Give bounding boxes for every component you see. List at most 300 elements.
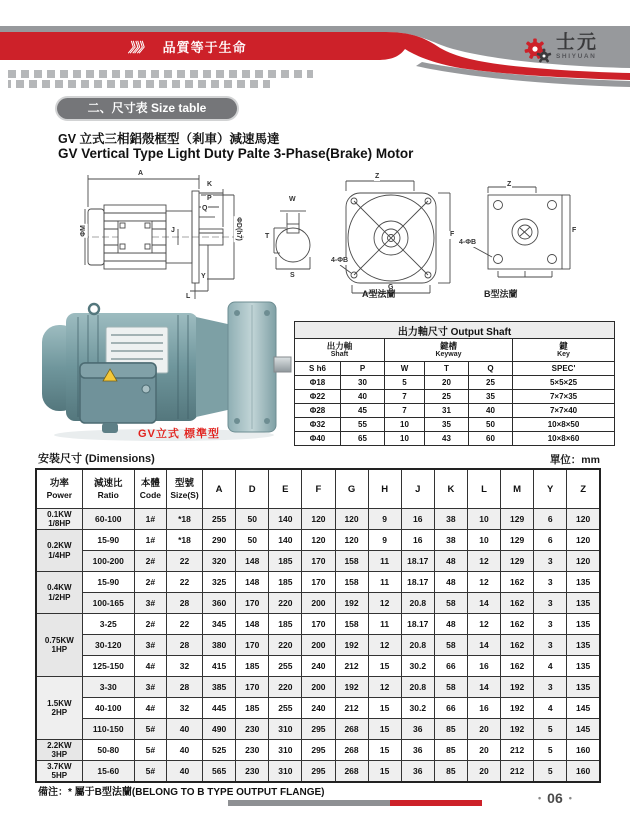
product-photo (36, 297, 292, 445)
size-cell: 11 (368, 572, 401, 593)
ost-cell: 65 (341, 432, 385, 446)
size-cell: 129 (501, 530, 534, 551)
ost-cell: Φ18 (295, 376, 341, 390)
power-cell: 0.4KW 1/2HP (36, 572, 82, 614)
size-cell: 220 (269, 593, 302, 614)
ost-cell: 10×8×50 (513, 418, 615, 432)
ost-row (295, 432, 615, 446)
size-cell: 120 (567, 530, 600, 551)
size-cell: 50-80 (82, 740, 134, 761)
size-col-header: A (203, 469, 236, 509)
output-shaft-table (294, 321, 615, 446)
size-cell: 268 (335, 761, 368, 783)
ost-cell: 7×7×40 (513, 404, 615, 418)
size-cell: 5 (534, 740, 567, 761)
size-cell: 212 (335, 698, 368, 719)
ost-cell: 35 (469, 390, 513, 404)
dim-label: J (171, 227, 175, 234)
size-cell: 4 (534, 698, 567, 719)
size-col-header: F (302, 469, 335, 509)
ost-cell: 5 (385, 376, 425, 390)
ost-col-header: Q (469, 362, 513, 376)
size-table (35, 468, 601, 783)
size-cell: 162 (501, 635, 534, 656)
size-cell: 38 (434, 509, 467, 530)
size-cell: 240 (302, 698, 335, 719)
size-cell: 15-90 (82, 530, 134, 551)
power-cell: 0.2KW 1/4HP (36, 530, 82, 572)
size-cell: 12 (467, 614, 500, 635)
size-col-header: 型號 Size(S) (166, 469, 202, 509)
page-number (538, 790, 572, 806)
size-cell: 15 (368, 656, 401, 677)
size-cell: *18 (166, 530, 202, 551)
size-cell: 12 (368, 593, 401, 614)
size-cell: 162 (501, 656, 534, 677)
size-cell: 148 (236, 572, 269, 593)
size-cell: 125-150 (82, 656, 134, 677)
size-cell: 240 (302, 656, 335, 677)
ost-cell: 50 (469, 418, 513, 432)
size-cell: 200 (302, 677, 335, 698)
ost-cell: 40 (469, 404, 513, 418)
size-cell: 15 (368, 719, 401, 740)
logo-subtitle: SHIYUAN (556, 53, 597, 60)
drawing-flange-a (332, 173, 458, 299)
size-cell: 5# (134, 761, 166, 783)
size-cell: 20.8 (401, 635, 434, 656)
size-cell: 148 (236, 551, 269, 572)
size-cell: 170 (236, 635, 269, 656)
size-cell: 140 (269, 509, 302, 530)
size-col-header: D (236, 469, 269, 509)
power-cell: 0.1KW 1/8HP (36, 509, 82, 530)
size-cell: 12 (467, 572, 500, 593)
size-cell: 5# (134, 719, 166, 740)
ost-cell: 7×7×35 (513, 390, 615, 404)
size-cell: 66 (434, 698, 467, 719)
ost-group-header: 出力軸 Shaft (295, 339, 385, 362)
size-cell: 20.8 (401, 593, 434, 614)
size-table-row (36, 740, 600, 761)
size-table-row (36, 677, 600, 698)
size-cell: 16 (401, 509, 434, 530)
size-cell: 3 (534, 614, 567, 635)
size-cell: 162 (501, 614, 534, 635)
flange-a-caption: A型法蘭 (362, 289, 396, 299)
size-cell: 5# (134, 740, 166, 761)
size-cell: 255 (269, 656, 302, 677)
size-cell: 40 (166, 740, 202, 761)
power-cell: 0.75KW 1HP (36, 614, 82, 677)
ost-group-header: 鍵槽 Keyway (385, 339, 513, 362)
size-cell: 120 (302, 509, 335, 530)
size-cell: 28 (166, 635, 202, 656)
size-cell: 16 (467, 698, 500, 719)
ost-row (295, 418, 615, 432)
size-cell: 310 (269, 740, 302, 761)
size-cell: 15 (368, 698, 401, 719)
dim-label: F (572, 227, 577, 234)
dimensions-heading: 安裝尺寸 (Dimensions) (38, 453, 155, 465)
size-cell: 1# (134, 509, 166, 530)
size-cell: 4# (134, 698, 166, 719)
size-col-header: 功率 Power (36, 469, 82, 509)
size-cell: 380 (203, 635, 236, 656)
size-cell: 230 (236, 719, 269, 740)
size-cell: 162 (501, 593, 534, 614)
top-banner (128, 37, 247, 56)
size-cell: 6 (534, 530, 567, 551)
size-cell: 5 (534, 761, 567, 783)
size-cell: 255 (203, 509, 236, 530)
dim-label: K (207, 181, 213, 188)
size-cell: 212 (501, 761, 534, 783)
size-cell: 120 (567, 551, 600, 572)
size-cell: 200 (302, 593, 335, 614)
ost-col-header: P (341, 362, 385, 376)
ost-cell: Φ40 (295, 432, 341, 446)
size-cell: 135 (567, 656, 600, 677)
size-cell: 30-120 (82, 635, 134, 656)
size-cell: 36 (401, 719, 434, 740)
size-table-row (36, 572, 600, 593)
drawing-flange-b (458, 181, 584, 285)
size-cell: 2# (134, 551, 166, 572)
size-cell: 40-100 (82, 698, 134, 719)
size-cell: 158 (335, 551, 368, 572)
ost-cell: 60 (469, 432, 513, 446)
size-cell: 16 (467, 656, 500, 677)
size-cell: 6 (534, 509, 567, 530)
dim-label: F (450, 231, 455, 238)
ost-cell: Φ28 (295, 404, 341, 418)
size-cell: 120 (302, 530, 335, 551)
power-cell: 1.5KW 2HP (36, 677, 82, 740)
dim-label: S (290, 272, 295, 279)
size-cell: 30.2 (401, 698, 434, 719)
size-cell: 490 (203, 719, 236, 740)
page-number-value: 06 (547, 790, 563, 806)
size-cell: 18.17 (401, 614, 434, 635)
size-cell: 212 (501, 740, 534, 761)
size-table-row (36, 719, 600, 740)
size-cell: 58 (434, 677, 467, 698)
unit-label: 單位：mm (549, 454, 600, 466)
size-cell: 148 (236, 614, 269, 635)
size-cell: 185 (269, 614, 302, 635)
size-cell: 192 (501, 719, 534, 740)
size-cell: 20 (467, 719, 500, 740)
size-cell: 15 (368, 740, 401, 761)
size-cell: 14 (467, 593, 500, 614)
ost-row (295, 404, 615, 418)
size-cell: 3# (134, 593, 166, 614)
size-cell: 212 (335, 656, 368, 677)
size-cell: 11 (368, 551, 401, 572)
dim-label: Z (507, 181, 512, 188)
size-cell: 325 (203, 572, 236, 593)
size-cell: 58 (434, 593, 467, 614)
dim-label: W (289, 196, 296, 203)
size-cell: 120 (567, 509, 600, 530)
ost-cell: 10 (385, 418, 425, 432)
banner-arrows-icon: 》》》 (128, 40, 149, 55)
size-cell: 129 (501, 509, 534, 530)
size-cell: 18.17 (401, 572, 434, 593)
size-cell: 5 (534, 719, 567, 740)
size-cell: 14 (467, 635, 500, 656)
size-cell: 22 (166, 572, 202, 593)
size-cell: *18 (166, 509, 202, 530)
size-table-row (36, 593, 600, 614)
drawing-shaft-section (262, 191, 324, 287)
size-table-row (36, 698, 600, 719)
size-cell: 20.8 (401, 677, 434, 698)
size-cell: 135 (567, 635, 600, 656)
power-cell: 3.7KW 5HP (36, 761, 82, 783)
ost-group-header: 鍵 Key (513, 339, 615, 362)
size-cell: 192 (335, 593, 368, 614)
size-cell: 220 (269, 677, 302, 698)
dim-label: G (388, 284, 394, 291)
ost-cell: Φ32 (295, 418, 341, 432)
size-cell: 40 (166, 719, 202, 740)
size-cell: 345 (203, 614, 236, 635)
size-cell: 48 (434, 572, 467, 593)
ost-cell: 40 (341, 390, 385, 404)
ost-row (295, 376, 615, 390)
size-cell: 525 (203, 740, 236, 761)
size-cell: 565 (203, 761, 236, 783)
ost-cell: 5×5×25 (513, 376, 615, 390)
size-cell: 135 (567, 572, 600, 593)
ost-col-header: SPEC' (513, 362, 615, 376)
ost-cell: 25 (469, 376, 513, 390)
size-cell: 360 (203, 593, 236, 614)
size-cell: 48 (434, 614, 467, 635)
size-cell: 11 (368, 614, 401, 635)
size-cell: 170 (236, 593, 269, 614)
size-cell: 12 (368, 677, 401, 698)
size-table-row (36, 635, 600, 656)
size-cell: 12 (467, 551, 500, 572)
section-title-pill: 二、尺寸表 Size table (57, 98, 237, 119)
size-cell: 2# (134, 614, 166, 635)
dim-label: P (207, 195, 212, 202)
brand-logo (522, 33, 598, 69)
ost-cell: 10 (385, 432, 425, 446)
technical-drawings (0, 165, 630, 300)
size-cell: 15-90 (82, 572, 134, 593)
gear-icon (522, 33, 554, 69)
size-col-header: G (335, 469, 368, 509)
output-shaft-title: 出力軸尺寸 Output Shaft (295, 322, 615, 339)
size-cell: 40 (166, 761, 202, 783)
size-cell: 30.2 (401, 656, 434, 677)
motor-illustration (36, 297, 292, 443)
size-cell: 14 (467, 677, 500, 698)
size-col-header: Z (567, 469, 600, 509)
size-cell: 310 (269, 719, 302, 740)
size-cell: 3 (534, 635, 567, 656)
size-cell: 3-30 (82, 677, 134, 698)
size-cell: 160 (567, 740, 600, 761)
size-cell: 255 (269, 698, 302, 719)
size-cell: 140 (269, 530, 302, 551)
size-cell: 32 (166, 698, 202, 719)
size-cell: 22 (166, 551, 202, 572)
size-cell: 170 (302, 551, 335, 572)
power-cell: 2.2KW 3HP (36, 740, 82, 761)
dim-label: A (138, 170, 144, 177)
size-cell: 295 (302, 761, 335, 783)
size-cell: 192 (335, 677, 368, 698)
size-cell: 135 (567, 593, 600, 614)
size-cell: 38 (434, 530, 467, 551)
size-cell: 16 (401, 530, 434, 551)
size-cell: 310 (269, 761, 302, 783)
size-table-row (36, 551, 600, 572)
size-col-header: L (467, 469, 500, 509)
size-cell: 100-200 (82, 551, 134, 572)
dim-label: ΦM (79, 225, 87, 237)
page-title-en: GV Vertical Type Light Duty Palte 3-Phase(Brake) Motor (58, 146, 414, 161)
size-cell: 58 (434, 635, 467, 656)
size-cell: 230 (236, 761, 269, 783)
dim-label: 4-ΦB (459, 239, 477, 246)
ost-cell: 25 (425, 390, 469, 404)
size-col-header: H (368, 469, 401, 509)
ost-row (295, 390, 615, 404)
size-col-header: M (501, 469, 534, 509)
size-cell: 185 (236, 656, 269, 677)
size-table-row (36, 761, 600, 783)
logo-name: 士元 (556, 32, 599, 53)
size-col-header: 本體 Code (134, 469, 166, 509)
size-cell: 36 (401, 740, 434, 761)
size-table-row (36, 530, 600, 551)
size-cell: 28 (166, 677, 202, 698)
size-cell: 4# (134, 656, 166, 677)
size-cell: 15-60 (82, 761, 134, 783)
size-cell: 185 (269, 551, 302, 572)
dim-label: ΦD(h7) (234, 217, 242, 241)
ost-cell: 35 (425, 418, 469, 432)
dim-label: T (265, 233, 270, 240)
ost-cell: 7 (385, 404, 425, 418)
size-cell: 12 (368, 635, 401, 656)
size-cell: 85 (434, 719, 467, 740)
size-cell: 3# (134, 635, 166, 656)
size-cell: 120 (335, 509, 368, 530)
size-table-row (36, 614, 600, 635)
ost-col-header: T (425, 362, 469, 376)
page-dot-right: • (568, 793, 572, 803)
drawing-side-view (79, 167, 262, 309)
size-table-row (36, 509, 600, 530)
dim-label: Q (202, 205, 208, 212)
size-cell: 3 (534, 551, 567, 572)
banner-slogan: 品質等于生命 (162, 40, 247, 55)
size-cell: 66 (434, 656, 467, 677)
size-cell: 85 (434, 740, 467, 761)
size-col-header: K (434, 469, 467, 509)
size-cell: 170 (302, 572, 335, 593)
size-cell: 110-150 (82, 719, 134, 740)
ost-col-header: W (385, 362, 425, 376)
ost-cell: 45 (341, 404, 385, 418)
size-cell: 160 (567, 761, 600, 783)
size-cell: 158 (335, 614, 368, 635)
size-col-header: J (401, 469, 434, 509)
size-cell: 3 (534, 572, 567, 593)
size-cell: 268 (335, 740, 368, 761)
size-cell: 10 (467, 530, 500, 551)
size-cell: 85 (434, 761, 467, 783)
dim-label: L (186, 293, 191, 300)
flange-b-caption: B型法蘭 (484, 289, 518, 299)
size-cell: 145 (567, 698, 600, 719)
dim-label: Y (201, 273, 206, 280)
size-cell: 36 (401, 761, 434, 783)
size-cell: 295 (302, 719, 335, 740)
size-cell: 192 (501, 698, 534, 719)
size-cell: 200 (302, 635, 335, 656)
size-cell: 50 (236, 509, 269, 530)
size-cell: 192 (335, 635, 368, 656)
size-cell: 220 (269, 635, 302, 656)
size-cell: 135 (567, 677, 600, 698)
size-cell: 162 (501, 572, 534, 593)
size-cell: 268 (335, 719, 368, 740)
size-col-header: 減速比 Ratio (82, 469, 134, 509)
size-cell: 135 (567, 614, 600, 635)
size-cell: 3# (134, 677, 166, 698)
size-cell: 22 (166, 614, 202, 635)
size-cell: 32 (166, 656, 202, 677)
dim-label: Z (375, 173, 380, 180)
dim-label: 4-ΦB (331, 257, 349, 264)
size-cell: 1# (134, 530, 166, 551)
size-cell: 48 (434, 551, 467, 572)
size-cell: 415 (203, 656, 236, 677)
ost-cell: 10×8×60 (513, 432, 615, 446)
size-cell: 9 (368, 530, 401, 551)
size-cell: 18.17 (401, 551, 434, 572)
size-cell: 145 (567, 719, 600, 740)
size-cell: 192 (501, 677, 534, 698)
size-cell: 170 (236, 677, 269, 698)
ost-cell: 30 (341, 376, 385, 390)
size-cell: 3 (534, 593, 567, 614)
size-cell: 15 (368, 761, 401, 783)
size-cell: 129 (501, 551, 534, 572)
size-cell: 2# (134, 572, 166, 593)
size-cell: 4 (534, 656, 567, 677)
size-cell: 9 (368, 509, 401, 530)
footer-bar-red (390, 800, 482, 806)
size-cell: 3 (534, 677, 567, 698)
ost-cell: 55 (341, 418, 385, 432)
size-cell: 120 (335, 530, 368, 551)
page-title-zh: GV 立式三相鋁殼框型（剎車）減速馬達 (58, 132, 280, 146)
size-cell: 10 (467, 509, 500, 530)
size-cell: 295 (302, 740, 335, 761)
size-cell: 230 (236, 740, 269, 761)
pixel-pattern-row2 (8, 80, 270, 88)
ost-cell: Φ22 (295, 390, 341, 404)
